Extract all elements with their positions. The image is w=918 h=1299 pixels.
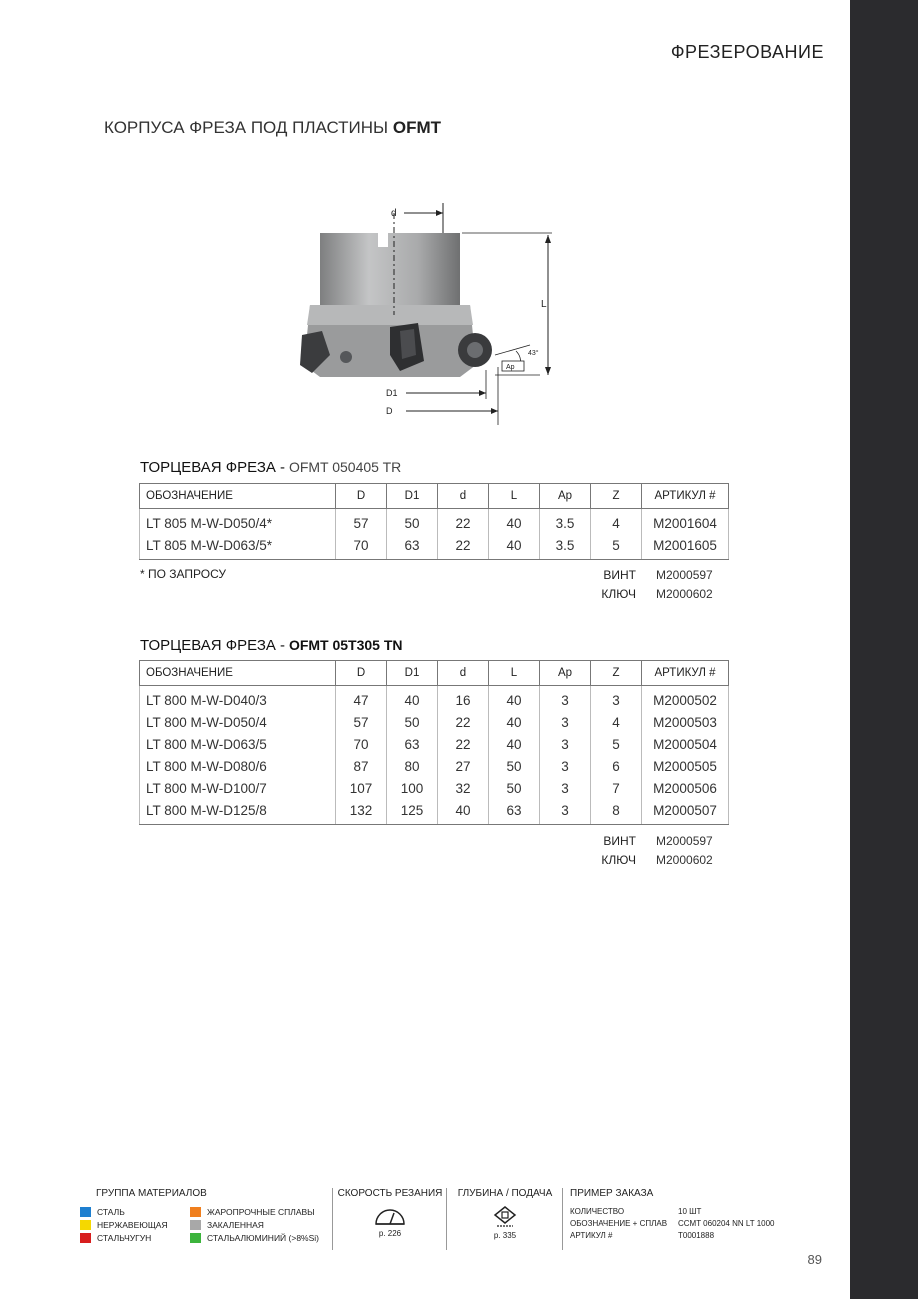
table-cell: 6 — [591, 755, 642, 777]
table1-title-dash: - — [279, 459, 285, 476]
table1-accessory — [576, 568, 713, 582]
table-cell: M2000502 — [642, 686, 729, 712]
table2-title-dash: - — [279, 637, 285, 654]
table-cell: LT 800 M-W-D100/7 — [140, 777, 336, 799]
table-cell: 50 — [489, 777, 540, 799]
table-cell: 22 — [438, 534, 489, 560]
table-cell: M2001605 — [642, 534, 729, 560]
table-cell: M2001604 — [642, 509, 729, 535]
sidebar-dark-band — [850, 0, 918, 1299]
table-cell: 3 — [540, 686, 591, 712]
table-row — [140, 755, 729, 777]
material-swatch — [190, 1233, 201, 1243]
table-row — [140, 686, 729, 712]
accessory-code: M2000602 — [656, 587, 713, 601]
table-cell: 40 — [489, 686, 540, 712]
material-swatch — [80, 1207, 91, 1217]
table2-header: АРТИКУЛ # — [642, 661, 729, 686]
table-cell: 50 — [489, 755, 540, 777]
table-cell: M2000506 — [642, 777, 729, 799]
table-cell: 22 — [438, 711, 489, 733]
table-cell: 3.5 — [540, 509, 591, 535]
table-cell: 16 — [438, 686, 489, 712]
material-item — [190, 1231, 330, 1244]
table-cell: LT 800 M-W-D063/5 — [140, 733, 336, 755]
table-cell: 22 — [438, 509, 489, 535]
table-cell: LT 805 M-W-D050/4* — [140, 509, 336, 535]
table-cell: 3 — [540, 777, 591, 799]
table1-header: ОБОЗНАЧЕНИЕ — [140, 484, 336, 509]
table-cell: LT 805 M-W-D063/5* — [140, 534, 336, 560]
table2-subtitle: OFMT 05T305 TN — [288, 637, 403, 653]
table2-header: ОБОЗНАЧЕНИЕ — [140, 661, 336, 686]
table-row — [140, 711, 729, 733]
footer-divider — [562, 1188, 563, 1250]
table2-header: D — [336, 661, 387, 686]
table1-header: D1 — [387, 484, 438, 509]
table-cell: 3 — [540, 733, 591, 755]
table-row — [140, 799, 729, 825]
footer-divider — [332, 1188, 333, 1250]
table1-title-main: ТОРЦЕВАЯ ФРЕЗА — [140, 459, 276, 476]
accessory-label: КЛЮЧ — [601, 853, 636, 867]
order-value: T0001888 — [678, 1230, 715, 1240]
cutting-speed-group — [336, 1188, 444, 1238]
cutting-speed-page: p. 226 — [378, 1229, 402, 1238]
table-cell: LT 800 M-W-D040/3 — [140, 686, 336, 712]
table-cell: 4 — [591, 509, 642, 535]
table-cell: 40 — [489, 711, 540, 733]
table-cell: 40 — [489, 509, 540, 535]
accessory-code: M2000602 — [656, 853, 713, 867]
table-cell: 40 — [489, 534, 540, 560]
table1 — [139, 483, 729, 560]
label-D: D — [386, 406, 393, 416]
table1-title — [140, 459, 401, 476]
table-cell: 3 — [540, 799, 591, 825]
table2-header: d — [438, 661, 489, 686]
label-d: d — [391, 208, 397, 219]
table-cell: 8 — [591, 799, 642, 825]
table1-subtitle: OFMT 050405 TR — [288, 459, 402, 475]
material-swatch — [190, 1220, 201, 1230]
table-cell: 22 — [438, 733, 489, 755]
table-cell: 40 — [387, 686, 438, 712]
material-label: ЖАРОПРОЧНЫЕ СПЛАВЫ — [207, 1206, 315, 1217]
table1-header: L — [489, 484, 540, 509]
order-example-group — [570, 1188, 800, 1241]
table1-header: Z — [591, 484, 642, 509]
material-swatch — [190, 1207, 201, 1217]
table-row — [140, 509, 729, 535]
order-row — [570, 1229, 800, 1241]
footer-legend — [80, 1188, 800, 1258]
cutter-diagram — [290, 195, 570, 430]
table-cell: 50 — [387, 509, 438, 535]
table-cell: M2000507 — [642, 799, 729, 825]
table-row — [140, 733, 729, 755]
order-row — [570, 1217, 800, 1229]
order-key: ОБОЗНАЧЕНИЕ + СПЛАВ — [570, 1218, 668, 1228]
table1-header: Ap — [540, 484, 591, 509]
table2-header: L — [489, 661, 540, 686]
table-cell: 57 — [336, 509, 387, 535]
material-item — [190, 1205, 330, 1218]
material-item — [80, 1205, 190, 1218]
table-cell: 3.5 — [540, 534, 591, 560]
materials-title: ГРУППА МАТЕРИАЛОВ — [96, 1188, 207, 1199]
table-row — [140, 777, 729, 799]
page-heading-main: КОРПУСА ФРЕЗА ПОД ПЛАСТИНЫ — [104, 118, 389, 137]
table2-header: Z — [591, 661, 642, 686]
label-angle: 43° — [528, 350, 539, 357]
table-cell: M2000505 — [642, 755, 729, 777]
accessory-label: КЛЮЧ — [601, 587, 636, 601]
table-cell: 40 — [438, 799, 489, 825]
table2-accessory — [576, 834, 713, 848]
footer-divider — [446, 1188, 447, 1250]
order-example-title: ПРИМЕР ЗАКАЗА — [570, 1188, 654, 1199]
table-cell: LT 800 M-W-D125/8 — [140, 799, 336, 825]
order-value: 10 ШТ — [678, 1206, 702, 1216]
table-cell: 3 — [591, 686, 642, 712]
table-cell: 50 — [387, 711, 438, 733]
table2 — [139, 660, 729, 825]
table1-header: АРТИКУЛ # — [642, 484, 729, 509]
page-heading-bold: OFMT — [392, 118, 441, 137]
material-label: НЕРЖАВЕЮЩАЯ — [97, 1219, 168, 1230]
order-key: КОЛИЧЕСТВО — [570, 1206, 625, 1216]
table1-header: D — [336, 484, 387, 509]
accessory-label: ВИНТ — [603, 568, 636, 582]
table1-footnote: * ПО ЗАПРОСУ — [140, 567, 227, 581]
label-L: L — [541, 299, 547, 310]
material-label: СТАЛЬАЛЮМИНИЙ (>8%Si) — [207, 1232, 319, 1243]
table2-accessory — [576, 853, 713, 867]
material-item — [80, 1218, 190, 1231]
material-swatch — [80, 1220, 91, 1230]
table-cell: 63 — [387, 733, 438, 755]
material-label: СТАЛЬЧУГУН — [97, 1232, 152, 1243]
table-cell: 5 — [591, 534, 642, 560]
insert-depth-icon — [491, 1205, 519, 1229]
table-cell: LT 800 M-W-D050/4 — [140, 711, 336, 733]
table-cell: 40 — [489, 733, 540, 755]
table-cell: 4 — [591, 711, 642, 733]
table-cell: 70 — [336, 733, 387, 755]
table-cell: 7 — [591, 777, 642, 799]
depth-feed-title: ГЛУБИНА / ПОДАЧА — [457, 1188, 553, 1199]
material-swatch — [80, 1233, 91, 1243]
table2-header: D1 — [387, 661, 438, 686]
material-item — [190, 1218, 330, 1231]
table-cell: 57 — [336, 711, 387, 733]
table2-title — [140, 637, 403, 654]
section-title: ФРЕЗЕРОВАНИЕ — [670, 42, 824, 62]
order-value: CCMT 060204 NN LT 1000 — [678, 1218, 775, 1228]
table-cell: 107 — [336, 777, 387, 799]
table1-header-row — [140, 484, 729, 509]
label-Ap: Ap — [506, 364, 515, 371]
accessory-code: M2000597 — [656, 568, 713, 582]
cutting-speed-title: СКОРОСТЬ РЕЗАНИЯ — [337, 1188, 443, 1199]
table-cell: M2000503 — [642, 711, 729, 733]
table-cell: 3 — [540, 711, 591, 733]
accessory-label: ВИНТ — [603, 834, 636, 848]
table-cell: 63 — [489, 799, 540, 825]
depth-feed-page: p. 335 — [493, 1231, 517, 1240]
table2-header: Ap — [540, 661, 591, 686]
table-cell: 32 — [438, 777, 489, 799]
accessory-code: M2000597 — [656, 834, 713, 848]
table-cell: 3 — [540, 755, 591, 777]
table-cell: 125 — [387, 799, 438, 825]
page-number: 89 — [807, 1252, 822, 1267]
table-cell: 100 — [387, 777, 438, 799]
table-cell: 70 — [336, 534, 387, 560]
material-item — [80, 1231, 190, 1244]
table-cell: 27 — [438, 755, 489, 777]
label-D1: D1 — [386, 388, 398, 398]
materials-group — [80, 1188, 330, 1244]
table-cell: 5 — [591, 733, 642, 755]
page-heading — [104, 118, 441, 138]
table2-header-row — [140, 661, 729, 686]
speedometer-icon — [372, 1205, 408, 1227]
table-cell: M2000504 — [642, 733, 729, 755]
table-cell: 87 — [336, 755, 387, 777]
table-cell: 80 — [387, 755, 438, 777]
order-row — [570, 1205, 800, 1217]
table1-accessory — [576, 587, 713, 601]
table1-header: d — [438, 484, 489, 509]
table2-title-main: ТОРЦЕВАЯ ФРЕЗА — [140, 637, 276, 654]
table-cell: 132 — [336, 799, 387, 825]
material-label: СТАЛЬ — [97, 1206, 125, 1217]
table-row — [140, 534, 729, 560]
table-cell: 63 — [387, 534, 438, 560]
order-key: АРТИКУЛ # — [570, 1230, 613, 1240]
table-cell: 47 — [336, 686, 387, 712]
depth-feed-group — [452, 1188, 558, 1240]
material-label: ЗАКАЛЕННАЯ — [207, 1219, 264, 1230]
table-cell: LT 800 M-W-D080/6 — [140, 755, 336, 777]
